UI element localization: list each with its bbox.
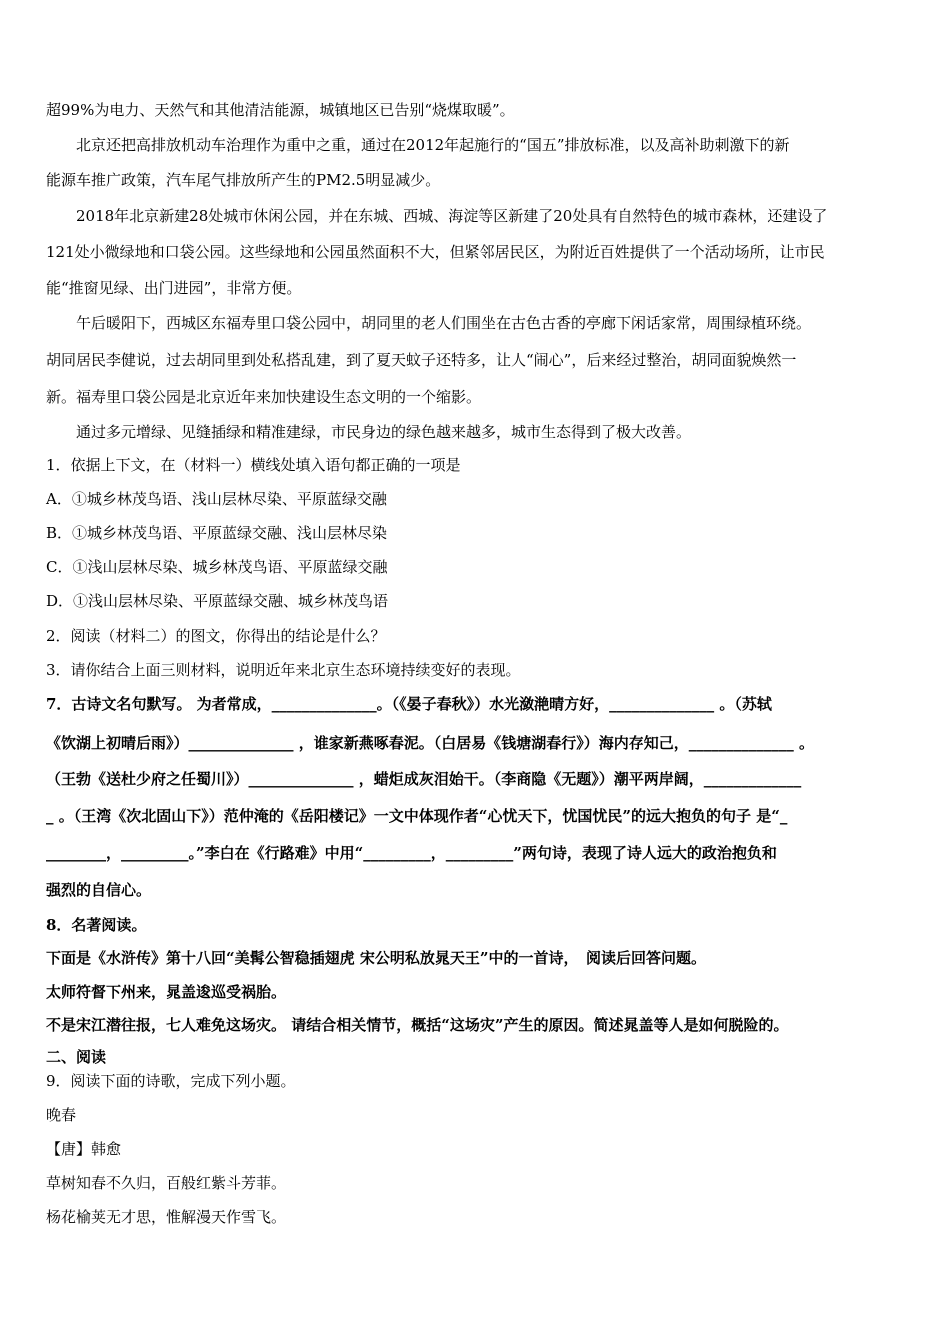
paragraph-line: 121处小微绿地和口袋公园。这些绿地和公园虽然面积不大，但紧邻居民区，为附近百姓提供了一个活动场所，让市民 [46,243,825,261]
question-7-line: ________，_________。”李白在《行路难》中用“_________，_________”两句诗，表现了诗人远大的政治抱负和 [46,844,777,862]
paragraph-line: 午后暖阳下，西城区东福寿里口袋公园中，胡同里的老人们围坐在古色古香的亭廊下闲话家常，周围绿植环绕。 [76,314,812,332]
question-3: 3．请你结合上面三则材料，说明近年来北京生态环境持续变好的表现。 [46,661,521,679]
question-2: 2．阅读（材料二）的图文，你得出的结论是什么？ [46,627,386,645]
option-d: D．①浅山层林尽染、平原蓝绿交融、城乡林茂鸟语 [46,592,389,610]
question-7-line: 7．古诗文名句默写。 为者常成，______________。（《晏子春秋》）水光潋滟晴方好，______________ 。（苏轼 [46,695,772,713]
paragraph-line: 2018年北京新建28处城市休闲公园，并在东城、西城、海淀等区新建了20处具有自然特色的城市森林，还建设了 [76,207,828,225]
question-8-line: 不是宋江潜往报，七人难免这场灾。 请结合相关情节，概括“这场灾”产生的原因。简述晁盖等人是如何脱险的。 [46,1016,789,1034]
question-1: 1．依据上下文，在（材料一）横线处填入语句都正确的一项是 [46,456,461,474]
poem-line: 草树知春不久归，百般红紫斗芳菲。 [46,1174,287,1192]
question-9: 9．阅读下面的诗歌，完成下列小题。 [46,1072,296,1090]
poem-author: 【唐】韩愈 [46,1140,122,1158]
question-7-line: _ 。（王湾《次北固山下》）范仲淹的《岳阳楼记》一文中体现作者“心忧天下，忧国忧民”的远大抱负的句子 是“_ [46,807,788,825]
question-7-line: 强烈的自信心。 [46,881,152,899]
paragraph-line: 胡同居民李健说，过去胡同里到处私搭乱建，到了夏天蚊子还特多，让人“闹心”，后来经过整治，胡同面貌焕然一 [46,351,797,369]
question-7-line: （王勃《送杜少府之任蜀川》）______________ ，蜡炬成灰泪始干。（李商隐《无题》）潮平两岸阔，_____________ [46,770,802,788]
question-8-line: 太师符督下州来，晁盖逡巡受祸胎。 [46,983,287,1001]
question-7-line: 《饮湖上初晴后雨》）______________ ，谁家新燕啄春泥。（白居易《钱塘湖春行》）海内存知己，______________ 。 [46,734,814,752]
poem-line: 杨花榆荚无才思，惟解漫天作雪飞。 [46,1208,287,1226]
poem-title: 晚春 [46,1106,77,1124]
paragraph-line: 北京还把高排放机动车治理作为重中之重，通过在2012年起施行的“国五”排放标准，以及高补助刺激下的新 [76,136,790,154]
option-c: C．①浅山层林尽染、城乡林茂鸟语、平原蓝绿交融 [46,558,388,576]
paragraph-line: 新。福寿里口袋公园是北京近年来加快建设生态文明的一个缩影。 [46,388,482,406]
paragraph-line: 能“推窗见绿、出门进园”，非常方便。 [46,279,302,297]
paragraph-line: 超99%为电力、天然气和其他清洁能源，城镇地区已告别“烧煤取暖”。 [46,101,515,119]
section-heading: 二、阅读 [46,1048,107,1066]
question-8-line: 下面是《水浒传》第十八回“美髯公智稳插翅虎 宋公明私放晁天王”中的一首诗， 阅读后回答问题。 [46,949,706,967]
option-b: B．①城乡林茂鸟语、平原蓝绿交融、浅山层林尽染 [46,524,388,542]
question-8-title: 8．名著阅读。 [46,916,147,934]
paragraph-line: 通过多元增绿、见缝插绿和精准建绿，市民身边的绿色越来越多，城市生态得到了极大改善。 [76,423,692,441]
paragraph-line: 能源车推广政策，汽车尾气排放所产生的PM2.5明显减少。 [46,171,441,189]
option-a: A．①城乡林茂鸟语、浅山层林尽染、平原蓝绿交融 [46,490,387,508]
